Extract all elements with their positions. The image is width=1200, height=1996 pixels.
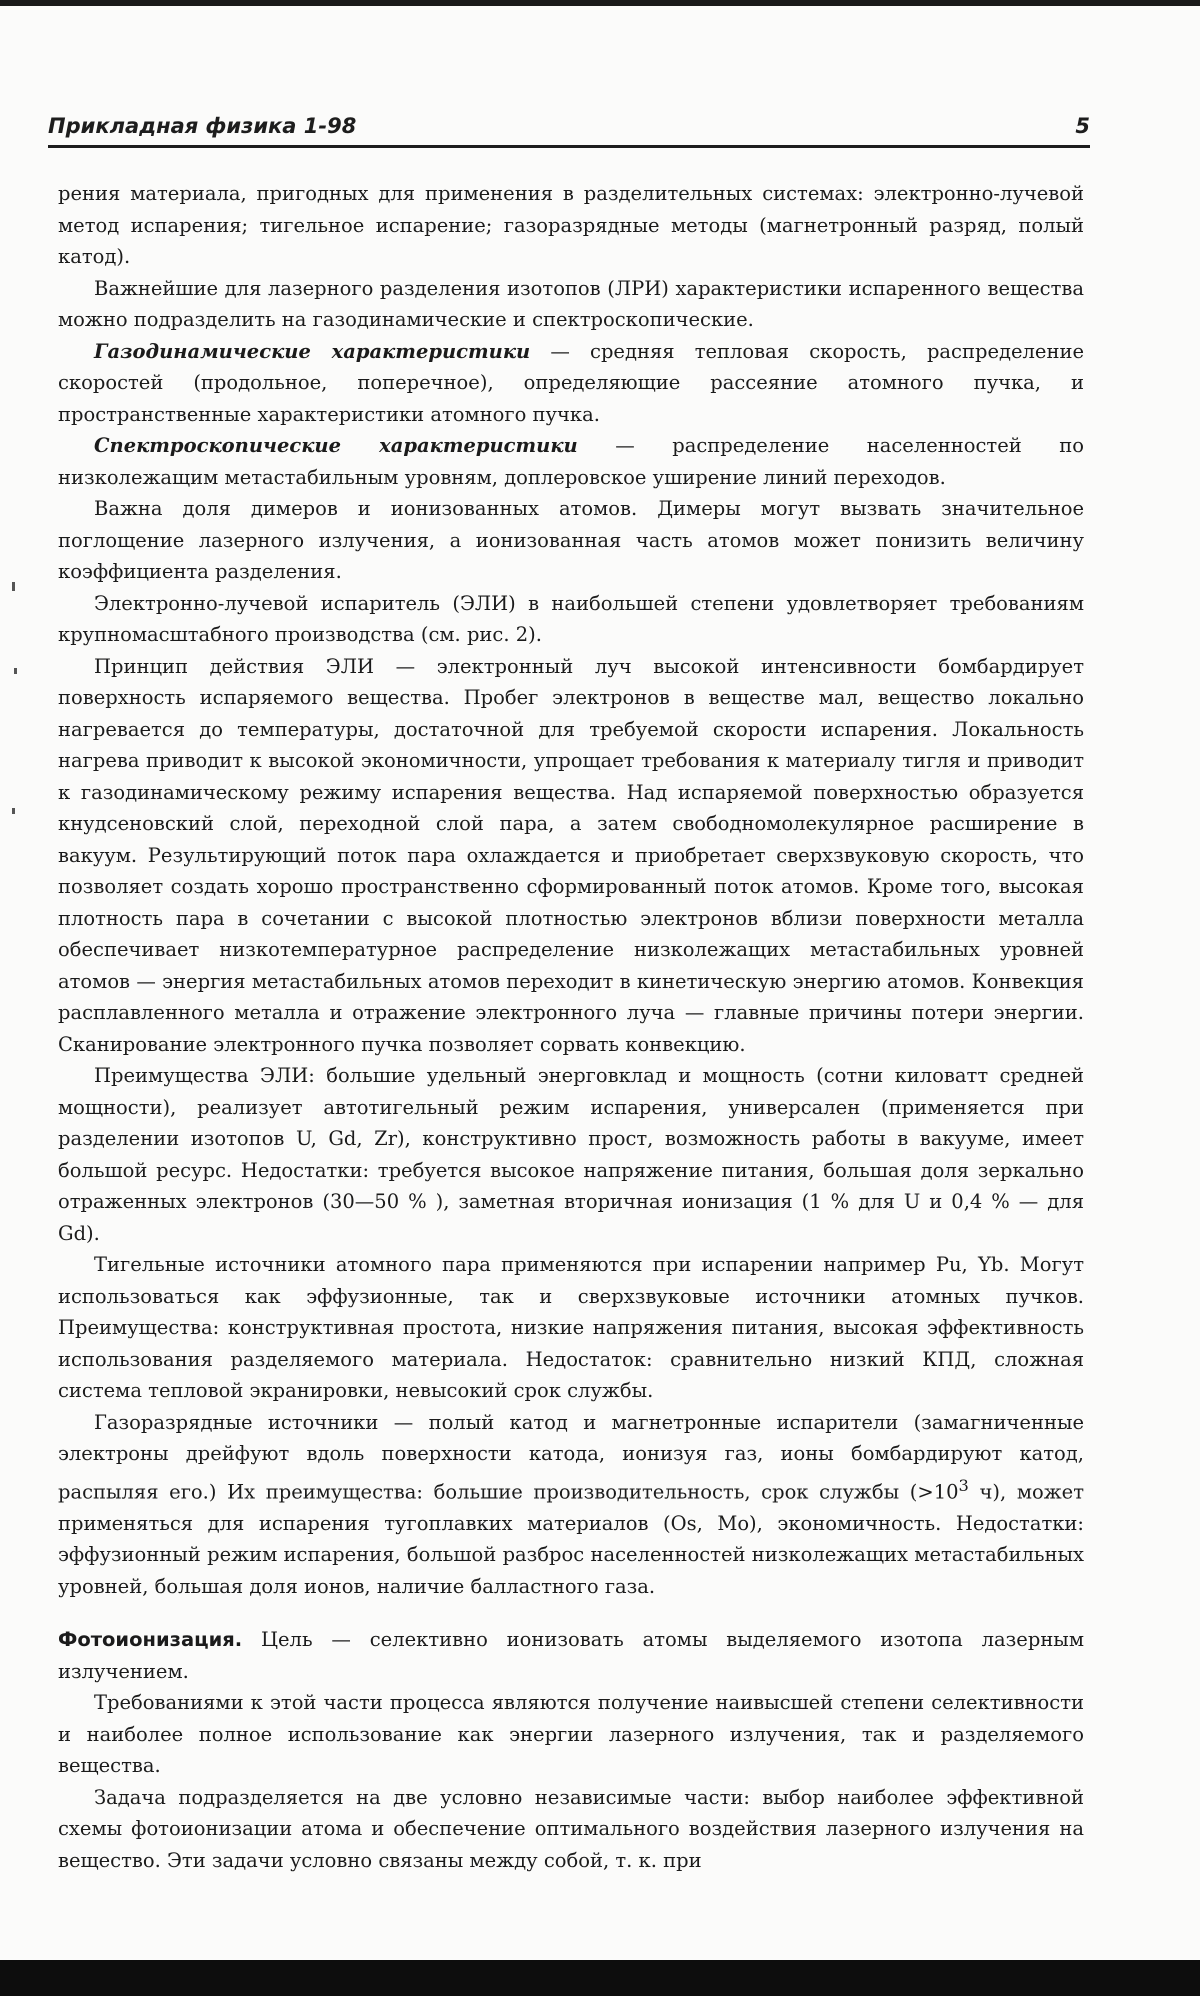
header-rule (48, 145, 1090, 148)
paragraph-8: Преимущества ЭЛИ: большие удельный энерговклад и мощность (сотни киловатт средней мощности), реализует автотигельный режим испарения, универсален (применяется при разделении изотопов U, Gd, Zr), конструктивно прост, возможность работы в вакууме, имеет большой ресурс. Недостатки: требуется высокое напряжение питания, большая доля зеркально отраженных электронов (30—50 % ), заметная вторичная ионизация (1 % для U и 0,4 % — для Gd). (58, 1064, 1084, 1245)
running-header (48, 110, 1090, 146)
term-spectroscopic: Спектроскопические характеристики (94, 434, 578, 457)
paragraph-2: Важнейшие для лазерного разделения изотопов (ЛРИ) характеристики испаренного вещества можно подразделить на газодинамические и спектроскопические. (58, 276, 1084, 331)
scan-speck (12, 582, 15, 591)
paragraph-12: Требованиями к этой части процесса являются получение наивысшей степени селективности и наиболее полное использование как энергии лазерного излучения, так и разделяемого вещества. (58, 1691, 1084, 1777)
paragraph-3 (58, 336, 1084, 431)
superscript-exponent: 3 (958, 1475, 969, 1495)
journal-title: Прикладная физика 1-98 (48, 114, 357, 138)
scan-top-edge (0, 0, 1200, 6)
paragraph-10-part-a: Газоразрядные источники — полый катод и магнетронные испарители (замагниченные электроны дрейфуют вдоль поверхности катода, ионизуя газ, ионы бомбардируют катод, распыляя его.) Их преимущества: большие производительность, срок службы (>10 (58, 1410, 1084, 1503)
paragraph-4-text: — распределение населенностей по низколежащим метастабильным уровням, доплеровское уширение линий переходов. (58, 434, 1084, 489)
paragraph-3-text: — средняя тепловая скорость, распределение скоростей (продольное, поперечное), определяющие рассеяние атомного пучка, и пространственные характеристики атомного пучка. (58, 339, 1085, 426)
term-gasdynamic: Газодинамические характеристики (94, 339, 531, 363)
paragraph-10-part-b: ч), может применяться для испарения тугоплавких материалов (Os, Mo), экономичность. Недостатки: эффузионный режим испарения, большой разброс населенностей низколежащих метастабильных уровней, большая доля ионов, наличие балластного газа. (58, 1480, 1084, 1598)
paragraph-4 (58, 430, 1084, 493)
article-body (58, 178, 1084, 1876)
paragraph-7: Принцип действия ЭЛИ — электронный луч высокой интенсивности бомбардирует поверхность испаряемого вещества. Пробег электронов в веществе мал, вещество локально нагревается до температуры, достаточной для требуемой скорости испарения. Локальность нагрева приводит к высокой экономичности, упрощает требования к материалу тигля и приводит к газодинамическому режиму испарения вещества. Над испаряемой поверхностью образуется кнудсеновский слой, переходной слой пара, а затем свободномолекулярное расширение в вакуум. Результирующий поток пара охлаждается и приобретает сверхзвуковую скорость, что позволяет создать хорошо пространственно сформированный поток атомов. Кроме того, высокая плотность пара в сочетании с высокой плотностью электронов вблизи поверхности металла обеспечивает низкотемпературное распределение низколежащих метастабильных уровней атомов — энергия метастабильных атомов переходит в кинетическую энергию атомов. Конвекция расплавленного металла и отражение электронного луча — главные причины потери энергии. Сканирование электронного пучка позволяет сорвать конвекцию. (58, 654, 1084, 1056)
paragraph-9: Тигельные источники атомного пара применяются при испарении например Pu, Yb. Могут использоваться как эффузионные, так и сверхзвуковые источники атомных пучков. Преимущества: конструктивная простота, низкие напряжения питания, высокая эффективность использования разделяемого материала. Недостаток: сравнительно низкий КПД, сложная система тепловой экранировки, невысокий срок службы. (58, 1253, 1084, 1402)
paragraph-11-text: Цель — селективно ионизовать атомы выделяемого изотопа лазерным излучением. (58, 1628, 1084, 1683)
section-title-photoionization: Фотоионизация. (58, 1628, 243, 1651)
paragraph-5: Важна доля димеров и ионизованных атомов. Димеры могут вызвать значительное поглощение лазерного излучения, а ионизованная часть атомов может понизить величину коэффициента разделения. (58, 497, 1084, 583)
scan-bottom-edge (0, 1960, 1200, 1996)
paragraph-11 (58, 1624, 1084, 1687)
paragraph-13: Задача подразделяется на две условно независимые части: выбор наиболее эффективной схемы фотоионизации атома и обеспечение оптимального воздействия лазерного излучения на вещество. Эти задачи условно связаны между собой, т. к. при (58, 1785, 1084, 1872)
page-number: 5 (1075, 114, 1090, 138)
scan-speck (12, 808, 15, 814)
scan-speck (14, 668, 17, 674)
paragraph-1: рения материала, пригодных для применения в разделительных системах: электронно-лучевой метод испарения; тигельное испарение; газоразрядные методы (магнетронный разряд, полый катод). (58, 182, 1084, 268)
paragraph-10 (58, 1407, 1084, 1603)
paragraph-6: Электронно-лучевой испаритель (ЭЛИ) в наибольшей степени удовлетворяет требованиям крупномасштабного производства (см. рис. 2). (58, 591, 1084, 646)
